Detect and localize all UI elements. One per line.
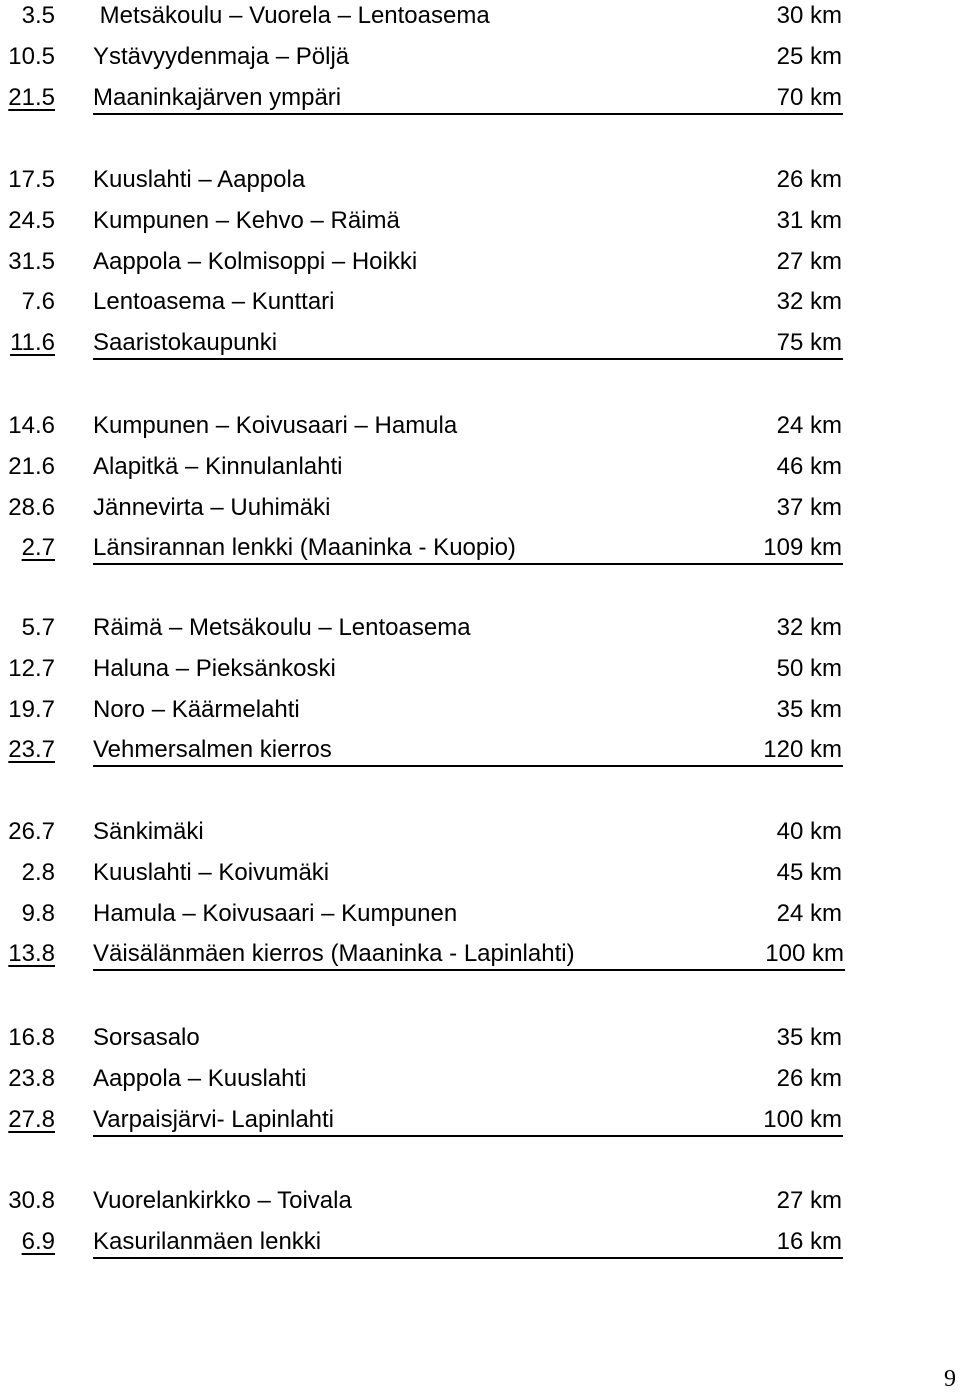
ride-route: Kumpunen – Koivusaari – Hamula bbox=[93, 412, 458, 439]
ride-date: 31.5 bbox=[8, 247, 55, 275]
ride-distance: 35 km bbox=[776, 695, 842, 723]
ride-route: Saaristokaupunki bbox=[93, 329, 278, 357]
schedule-group bbox=[0, 818, 960, 981]
ride-distance: 40 km bbox=[776, 818, 842, 845]
ride-route: Sorsasalo bbox=[93, 1024, 200, 1051]
ride-distance: 35 km bbox=[776, 1024, 842, 1051]
schedule-row bbox=[0, 84, 960, 125]
page-number: 9 bbox=[944, 1366, 956, 1392]
ride-distance: 109 km bbox=[763, 534, 842, 562]
ride-date: 24.5 bbox=[8, 206, 55, 234]
ride-route: Räimä – Metsäkoulu – Lentoasema bbox=[93, 614, 471, 641]
ride-distance: 70 km bbox=[776, 83, 842, 111]
schedule-row bbox=[0, 655, 960, 696]
ride-distance: 120 km bbox=[763, 736, 842, 764]
ride-distance: 100 km bbox=[763, 1105, 842, 1133]
schedule-group bbox=[0, 412, 960, 575]
ride-date: 14.6 bbox=[8, 412, 55, 439]
schedule-row bbox=[0, 207, 960, 248]
ride-date: 28.6 bbox=[8, 493, 55, 521]
schedule-row bbox=[0, 614, 960, 655]
ride-date: 3.5 bbox=[21, 2, 55, 29]
schedule-row bbox=[0, 412, 960, 453]
ride-date: 19.7 bbox=[8, 695, 55, 723]
ride-distance: 75 km bbox=[776, 329, 842, 357]
ride-distance: 26 km bbox=[776, 1064, 842, 1092]
schedule-row bbox=[0, 453, 960, 494]
ride-date: 10.5 bbox=[8, 42, 55, 70]
ride-route: Ystävyydenmaja – Pöljä bbox=[93, 42, 350, 70]
ride-route: Jännevirta – Uuhimäki bbox=[93, 493, 331, 521]
ride-distance: 46 km bbox=[776, 452, 842, 480]
schedule-row bbox=[0, 696, 960, 737]
schedule-row bbox=[0, 1187, 960, 1228]
ride-route: Maaninkajärven ympäri bbox=[93, 83, 342, 111]
schedule-row bbox=[0, 1228, 960, 1269]
schedule-row bbox=[0, 818, 960, 859]
ride-route: Sänkimäki bbox=[93, 818, 204, 845]
ride-distance: 100 km bbox=[765, 940, 844, 968]
schedule-group bbox=[0, 1187, 960, 1269]
ride-route: Vehmersalmen kierros bbox=[93, 736, 332, 764]
ride-route: Noro – Käärmelahti bbox=[93, 695, 300, 723]
group-underline bbox=[93, 1257, 843, 1259]
group-underline bbox=[93, 765, 843, 767]
ride-date: 23.7 bbox=[8, 736, 55, 764]
schedule-row bbox=[0, 494, 960, 535]
ride-distance: 45 km bbox=[776, 858, 842, 886]
group-underline bbox=[93, 113, 843, 115]
group-underline bbox=[93, 563, 843, 565]
schedule-row bbox=[0, 248, 960, 289]
ride-date: 5.7 bbox=[21, 614, 55, 641]
ride-distance: 50 km bbox=[776, 654, 842, 682]
ride-distance: 26 km bbox=[776, 166, 842, 193]
schedule-row bbox=[0, 859, 960, 900]
ride-route: Metsäkoulu – Vuorela – Lentoasema bbox=[93, 2, 490, 29]
schedule-group bbox=[0, 166, 960, 370]
schedule-row bbox=[0, 1106, 960, 1147]
schedule-group bbox=[0, 614, 960, 777]
schedule-row bbox=[0, 2, 960, 43]
ride-route: Aappola – Kuuslahti bbox=[93, 1064, 307, 1092]
ride-distance: 24 km bbox=[776, 412, 842, 439]
schedule-row bbox=[0, 329, 960, 370]
ride-distance: 16 km bbox=[776, 1227, 842, 1255]
ride-date: 21.6 bbox=[8, 452, 55, 480]
ride-distance: 32 km bbox=[776, 614, 842, 641]
ride-route: Kumpunen – Kehvo – Räimä bbox=[93, 206, 400, 234]
ride-distance: 27 km bbox=[776, 247, 842, 275]
ride-route: Haluna – Pieksänkoski bbox=[93, 654, 336, 682]
ride-route: Länsirannan lenkki (Maaninka - Kuopio) bbox=[93, 534, 516, 562]
ride-route: Kasurilanmäen lenkki bbox=[93, 1227, 322, 1255]
ride-date: 26.7 bbox=[8, 818, 55, 845]
ride-date: 12.7 bbox=[8, 654, 55, 682]
ride-date: 30.8 bbox=[8, 1187, 55, 1214]
ride-route: Aappola – Kolmisoppi – Hoikki bbox=[93, 247, 418, 275]
schedule-group bbox=[0, 1024, 960, 1146]
schedule-row bbox=[0, 1065, 960, 1106]
ride-distance: 30 km bbox=[776, 2, 842, 29]
ride-route: Kuuslahti – Aappola bbox=[93, 166, 306, 193]
ride-route: Varpaisjärvi- Lapinlahti bbox=[93, 1105, 335, 1133]
schedule-row bbox=[0, 43, 960, 84]
ride-route: Lentoasema – Kunttari bbox=[93, 288, 335, 316]
ride-date: 11.6 bbox=[10, 329, 55, 357]
ride-distance: 27 km bbox=[776, 1187, 842, 1214]
ride-distance: 24 km bbox=[776, 899, 842, 927]
schedule-row bbox=[0, 1024, 960, 1065]
ride-route: Vuorelankirkko – Toivala bbox=[93, 1187, 352, 1214]
schedule-row bbox=[0, 736, 960, 777]
ride-date: 9.8 bbox=[21, 899, 55, 927]
schedule-row bbox=[0, 288, 960, 329]
ride-date: 16.8 bbox=[8, 1024, 55, 1051]
ride-date: 6.9 bbox=[21, 1227, 55, 1255]
schedule-row bbox=[0, 940, 960, 981]
ride-route: Väisälänmäen kierros (Maaninka - Lapinlahti) bbox=[93, 940, 575, 968]
ride-date: 17.5 bbox=[8, 166, 55, 193]
ride-distance: 25 km bbox=[776, 42, 842, 70]
ride-route: Hamula – Koivusaari – Kumpunen bbox=[93, 899, 458, 927]
schedule-group bbox=[0, 2, 960, 124]
ride-date: 7.6 bbox=[21, 288, 55, 316]
ride-route: Alapitkä – Kinnulanlahti bbox=[93, 452, 343, 480]
schedule-row bbox=[0, 900, 960, 941]
ride-date: 23.8 bbox=[8, 1064, 55, 1092]
ride-distance: 32 km bbox=[776, 288, 842, 316]
group-underline bbox=[93, 1135, 843, 1137]
ride-date: 2.8 bbox=[21, 858, 55, 886]
ride-date: 27.8 bbox=[8, 1105, 55, 1133]
ride-date: 13.8 bbox=[8, 940, 55, 968]
ride-distance: 31 km bbox=[776, 206, 842, 234]
ride-distance: 37 km bbox=[776, 493, 842, 521]
ride-date: 21.5 bbox=[8, 83, 55, 111]
ride-date: 2.7 bbox=[21, 534, 55, 562]
schedule-row bbox=[0, 534, 960, 575]
ride-route: Kuuslahti – Koivumäki bbox=[93, 858, 330, 886]
group-underline bbox=[93, 358, 843, 360]
schedule-row bbox=[0, 166, 960, 207]
group-underline bbox=[93, 969, 845, 971]
